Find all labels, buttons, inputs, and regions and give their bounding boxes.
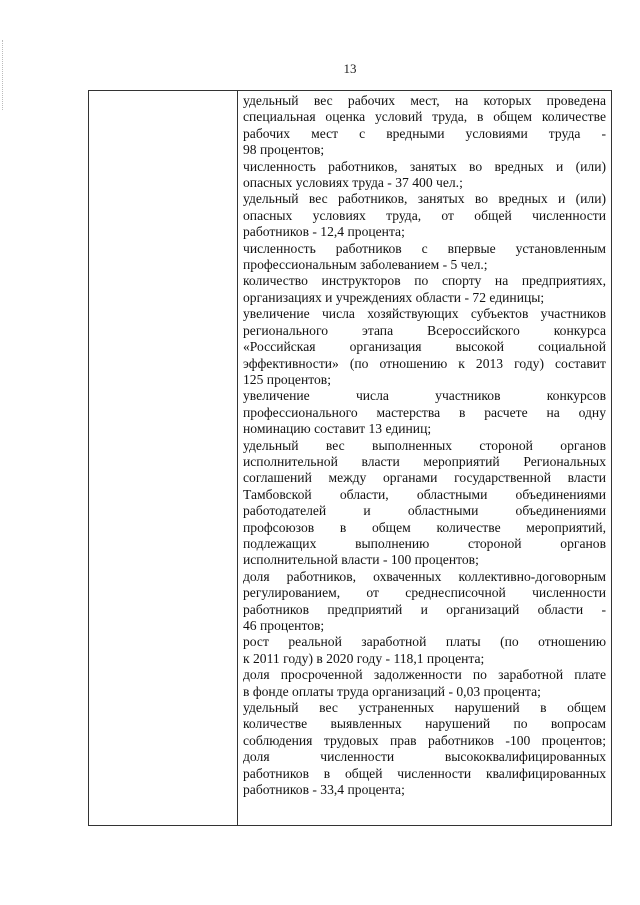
text-line: специальная оценка условий труда, в общем количестве	[243, 109, 606, 125]
text-line: работодателей и областными объединениями	[243, 503, 606, 519]
text-line: доля работников, охваченных коллективно-договорным	[243, 568, 606, 584]
table-text-column	[238, 91, 611, 825]
text-line: исполнительной власти - 100 процентов;	[243, 552, 479, 568]
text-line: в фонде оплаты труда организаций - 0,03 процента;	[243, 683, 541, 699]
text-line: организациях и учреждениях области - 72 единицы;	[243, 289, 545, 305]
text-line: регионального этапа Всероссийского конкурса	[243, 322, 606, 338]
text-line: регулированием, от среднесписочной численности	[243, 585, 606, 601]
text-line: рост реальной заработной платы (по отношению	[243, 634, 606, 650]
text-line: работников - 12,4 процента;	[243, 224, 405, 240]
text-line: удельный вес рабочих мест, на которых проведена	[243, 93, 606, 108]
text-line: работников - 33,4 процента;	[243, 782, 405, 798]
text-line: численность работников, занятых во вредных и (или)	[243, 158, 606, 174]
text-line: рабочих мест с вредными условиями труда -	[243, 125, 606, 141]
text-line: 46 процентов;	[243, 618, 325, 633]
text-line: номинацию составит 13 единиц;	[243, 421, 432, 437]
document-table	[88, 90, 612, 826]
text-line: удельный вес устраненных нарушений в общем	[243, 700, 606, 716]
text-line: профсоюзов в общем количестве мероприятий,	[243, 519, 606, 535]
text-line: исполнительной власти мероприятий Региональных	[243, 453, 606, 469]
text-line: 125 процентов;	[243, 371, 331, 387]
text-line: 98 процентов;	[243, 142, 325, 158]
page-number: 13	[343, 61, 357, 76]
text-line: к 2011 году) в 2020 году - 118,1 процента;	[243, 650, 485, 666]
text-line: Тамбовской области, областными объединениями	[243, 486, 606, 502]
text-line: количество инструкторов по спорту на предприятиях,	[243, 273, 606, 289]
text-line: количестве выявленных нарушений по вопросам	[243, 716, 606, 732]
text-line: подлежащих выполнению стороной органов	[243, 535, 606, 551]
text-line: соглашений между органами государственной власти	[243, 470, 606, 486]
text-line: увеличение числа хозяйствующих субъектов участников	[243, 306, 606, 322]
text-line: численность работников с впервые установленным	[243, 240, 606, 256]
table-left-column	[89, 91, 238, 825]
text-line: профессионального мастерства в расчете на одну	[243, 404, 606, 420]
text-line: профессиональным заболеванием - 5 чел.;	[243, 257, 488, 273]
text-line: доля численности высококвалифицированных	[243, 749, 606, 765]
text-line: опасных условиях труда - 37 400 чел.;	[243, 175, 463, 191]
text-line: удельный вес работников, занятых во вредных и (или)	[243, 191, 606, 207]
text-line: опасных условиях труда, от общей численности	[243, 207, 606, 223]
text-line: эффективности» (по отношению к 2013 году) составит	[243, 355, 606, 371]
text-line: работников в общей численности квалифицированных	[243, 765, 606, 781]
text-line: работников предприятий и организаций области -	[243, 601, 606, 617]
text-line: доля просроченной задолженности по заработной плате	[243, 667, 606, 683]
text-line: увеличение числа участников конкурсов	[243, 388, 606, 404]
text-line: удельный вес выполненных стороной органов	[243, 437, 606, 453]
text-line: «Российская организация высокой социальной	[243, 339, 606, 355]
text-line: соблюдения трудовых прав работников -100 процентов;	[243, 732, 606, 748]
